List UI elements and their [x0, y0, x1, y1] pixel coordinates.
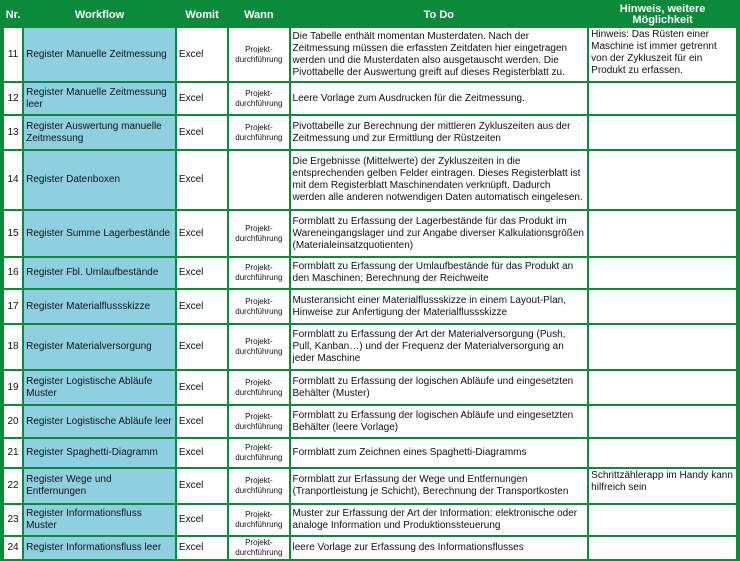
header-wann: Wann [229, 4, 288, 26]
hinweis-cell[interactable]: Schrittzählerapp im Handy kann hilfreich sein [589, 469, 736, 503]
header-hinweis: Hinweis, weitere Möglichkeit [589, 4, 736, 26]
table-row [4, 28, 736, 81]
hinweis-cell[interactable] [589, 505, 736, 535]
todo-cell[interactable]: Formblatt zu Erfassung der logischen Abläufe und eingesetzten Behälter (leere Vorlage) [291, 406, 588, 437]
row-number-cell[interactable]: 18 [4, 325, 22, 369]
workflow-table [2, 2, 738, 561]
table-row [4, 211, 736, 256]
row-number-cell[interactable]: 11 [4, 28, 22, 81]
todo-cell[interactable]: Formblatt zur Erfassung der Wege und Entfernungen (Tranportleistung je Schicht), Berechnung der Transportkosten [291, 469, 588, 503]
table-row [4, 469, 736, 503]
womit-cell[interactable]: Excel [177, 151, 227, 209]
workflow-cell[interactable]: Register Fbl. Umlaufbestände [24, 258, 175, 288]
row-number-cell[interactable]: 20 [4, 406, 22, 437]
table-row [4, 325, 736, 369]
hinweis-cell[interactable]: Hinweis: Das Rüsten einer Maschine ist immer getrennt von der Zykluszeit für ein Produkt zu erfassen. [589, 28, 736, 81]
wann-cell[interactable]: Projekt-durchführung [229, 116, 288, 149]
wann-cell[interactable]: Projekt-durchführung [229, 406, 288, 437]
womit-cell[interactable]: Excel [177, 290, 227, 323]
todo-cell[interactable]: Formblatt zu Erfassung der Lagerbestände für das Produkt im Wareneingangslager und zur Angabe diverser Kalkulationsgrößen (Materialeinsatzquotienten) [291, 211, 588, 256]
womit-cell[interactable]: Excel [177, 258, 227, 288]
todo-cell[interactable]: Formblatt zu Erfassung der Umlaufbestände für das Produkt an den Maschinen; Berechnung der Reichweite [291, 258, 588, 288]
table-row [4, 151, 736, 209]
wann-cell[interactable]: Projekt-durchführung [229, 371, 288, 404]
wann-cell[interactable]: Projekt-durchführung [229, 28, 288, 81]
todo-cell[interactable]: Formblatt zum Zeichnen eines Spaghetti-Diagramms [291, 439, 588, 467]
header-todo: To Do [291, 4, 588, 26]
wann-cell[interactable]: Projekt-durchführung [229, 469, 288, 503]
workflow-cell[interactable]: Register Wege und Entfernungen [24, 469, 175, 503]
hinweis-cell[interactable] [589, 325, 736, 369]
todo-cell[interactable]: Pivottabelle zur Berechnung der mittleren Zykluszeiten aus der Zeitmessung und zur Ermittlung der Rüstzeiten [291, 116, 588, 149]
todo-cell[interactable]: Leere Vorlage zum Ausdrucken für die Zeitmessung. [291, 83, 588, 114]
row-number-cell[interactable]: 22 [4, 469, 22, 503]
hinweis-cell[interactable] [589, 151, 736, 209]
header-nr: Nr. [4, 4, 22, 26]
wann-cell[interactable]: Projekt-durchführung [229, 325, 288, 369]
womit-cell[interactable]: Excel [177, 406, 227, 437]
header-womit: Womit [177, 4, 227, 26]
table-row [4, 116, 736, 149]
womit-cell[interactable]: Excel [177, 83, 227, 114]
womit-cell[interactable]: Excel [177, 469, 227, 503]
todo-cell[interactable]: Die Tabelle enthält momentan Musterdaten. Nach der Zeitmessung müssen die erfassten Zeitdaten hier eingetragen werden und die Musterdaten also ausgetauscht werden. Die Pivottabelle der Auswertung greift auf dieses Registerblatt zu. [291, 28, 588, 81]
hinweis-cell[interactable] [589, 211, 736, 256]
row-number-cell[interactable]: 21 [4, 439, 22, 467]
wann-cell[interactable]: Projekt-durchführung [229, 211, 288, 256]
workflow-cell[interactable]: Register Datenboxen [24, 151, 175, 209]
row-number-cell[interactable]: 15 [4, 211, 22, 256]
table-row [4, 439, 736, 467]
header-workflow: Workflow [24, 4, 175, 26]
womit-cell[interactable]: Excel [177, 505, 227, 535]
workflow-cell[interactable]: Register Logistische Abläufe Muster [24, 371, 175, 404]
row-number-cell[interactable]: 16 [4, 258, 22, 288]
hinweis-cell[interactable] [589, 537, 736, 559]
table-row [4, 505, 736, 535]
womit-cell[interactable]: Excel [177, 537, 227, 559]
womit-cell[interactable]: Excel [177, 325, 227, 369]
workflow-cell[interactable]: Register Manuelle Zeitmessung [24, 28, 175, 81]
workflow-cell[interactable]: Register Spaghetti-Diagramm [24, 439, 175, 467]
todo-cell[interactable]: Formblatt zu Erfassung der Art der Materialversorgung (Push, Pull, Kanban…) und der Frequenz der Materialversorgung an jeder Maschine [291, 325, 588, 369]
wann-cell[interactable]: Projekt-durchführung [229, 290, 288, 323]
workflow-cell[interactable]: Register Materialversorgung [24, 325, 175, 369]
table-row [4, 258, 736, 288]
wann-cell[interactable]: Projekt-durchführung [229, 505, 288, 535]
womit-cell[interactable]: Excel [177, 371, 227, 404]
hinweis-cell[interactable] [589, 406, 736, 437]
workflow-cell[interactable]: Register Informationsfluss Muster [24, 505, 175, 535]
row-number-cell[interactable]: 14 [4, 151, 22, 209]
todo-cell[interactable]: Musteransicht einer Materialflussskizze in einem Layout-Plan, Hinweise zur Anfertigung der Materialflussskizze [291, 290, 588, 323]
table-row [4, 537, 736, 559]
workflow-cell[interactable]: Register Informationsfluss leer [24, 537, 175, 559]
table-row [4, 371, 736, 404]
wann-cell[interactable]: Projekt-durchführung [229, 258, 288, 288]
row-number-cell[interactable]: 24 [4, 537, 22, 559]
hinweis-cell[interactable] [589, 116, 736, 149]
row-number-cell[interactable]: 13 [4, 116, 22, 149]
wann-cell[interactable]: Projekt-durchführung [229, 439, 288, 467]
workflow-cell[interactable]: Register Auswertung manuelle Zeitmessung [24, 116, 175, 149]
todo-cell[interactable]: Formblatt zu Erfassung der logischen Abläufe und eingesetzten Behälter (Muster) [291, 371, 588, 404]
hinweis-cell[interactable] [589, 371, 736, 404]
table-row [4, 406, 736, 437]
row-number-cell[interactable]: 23 [4, 505, 22, 535]
row-number-cell[interactable]: 12 [4, 83, 22, 114]
womit-cell[interactable]: Excel [177, 211, 227, 256]
womit-cell[interactable]: Excel [177, 116, 227, 149]
workflow-cell[interactable]: Register Summe Lagerbestände [24, 211, 175, 256]
hinweis-cell[interactable] [589, 83, 736, 114]
header-row [4, 4, 736, 26]
workflow-cell[interactable]: Register Manuelle Zeitmessung leer [24, 83, 175, 114]
womit-cell[interactable]: Excel [177, 28, 227, 81]
table-row [4, 83, 736, 114]
workflow-cell[interactable]: Register Materialflussskizze [24, 290, 175, 323]
hinweis-cell[interactable] [589, 439, 736, 467]
wann-cell[interactable]: Projekt-durchführung [229, 537, 288, 559]
row-number-cell[interactable]: 17 [4, 290, 22, 323]
wann-cell[interactable]: Projekt-durchführung [229, 83, 288, 114]
table-row [4, 290, 736, 323]
todo-cell[interactable]: Muster zur Erfassung der Art der Information: elektronische oder analoge Information und Produktionssteuerung [291, 505, 588, 535]
todo-cell[interactable]: leere Vorlage zur Erfassung des Informationsflusses [291, 537, 588, 559]
hinweis-cell[interactable] [589, 290, 736, 323]
hinweis-cell[interactable] [589, 258, 736, 288]
workflow-cell[interactable]: Register Logistische Abläufe leer [24, 406, 175, 437]
row-number-cell[interactable]: 19 [4, 371, 22, 404]
womit-cell[interactable]: Excel [177, 439, 227, 467]
wann-cell[interactable] [229, 151, 288, 209]
todo-cell[interactable]: Die Ergebnisse (Mittelwerte) der Zykluszeiten in die entsprechenden gelben Felder eintragen. Dieses Registerblatt ist mit dem Registerblatt Maschinendaten verknüpft. Dadurch werden alle anderen notwendigen Daten automatisch eingelesen. [291, 151, 588, 209]
